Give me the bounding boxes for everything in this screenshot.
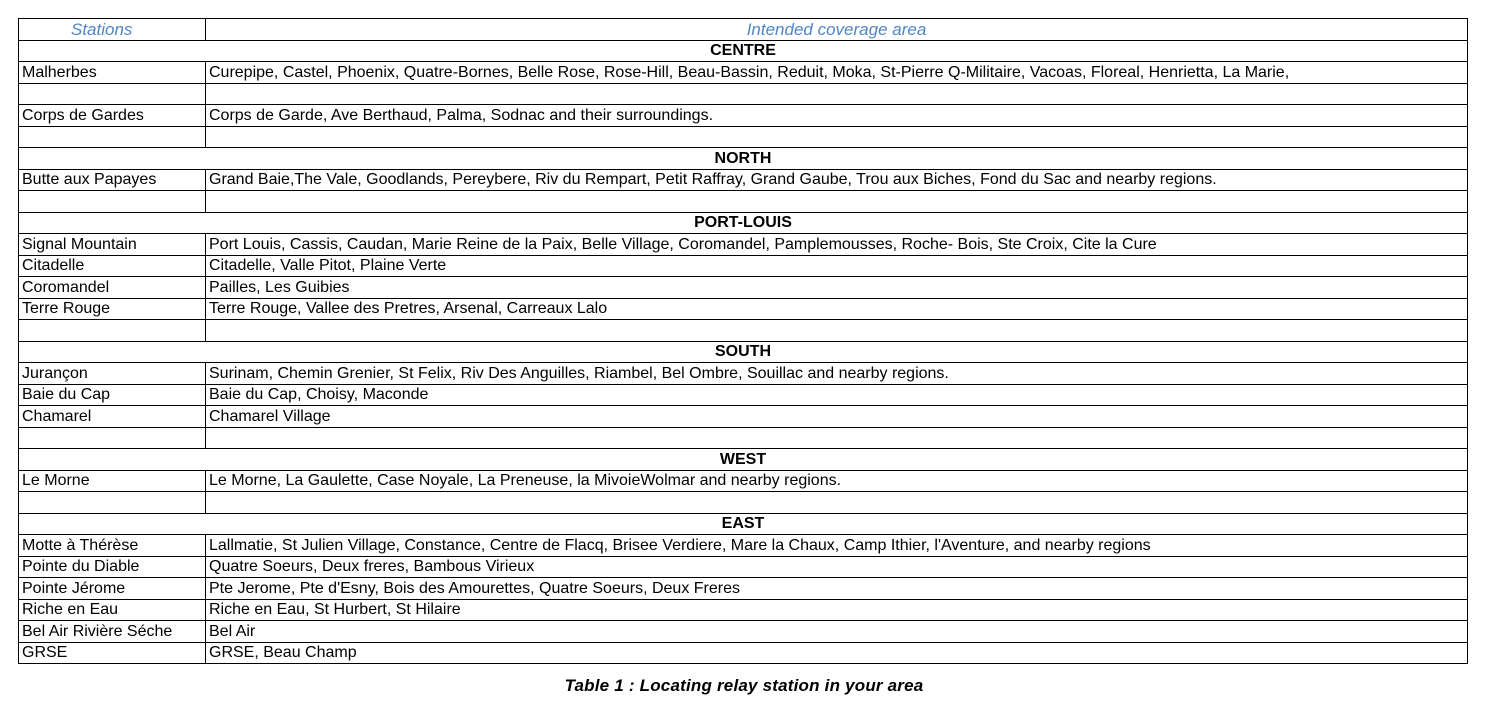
station-cell: Coromandel bbox=[19, 277, 206, 299]
header-stations: Stations bbox=[19, 19, 206, 41]
region-north: NORTH bbox=[19, 148, 1468, 170]
table-row bbox=[19, 363, 1468, 385]
coverage-cell: Pailles, Les Guibies bbox=[206, 277, 1468, 299]
region-south: SOUTH bbox=[19, 341, 1468, 363]
table-row bbox=[19, 277, 1468, 299]
blank-row bbox=[19, 126, 1468, 148]
blank-row bbox=[19, 320, 1468, 342]
blank-cell bbox=[19, 492, 206, 514]
table-row bbox=[19, 535, 1468, 557]
coverage-cell: Grand Baie,The Vale, Goodlands, Pereybere, Riv du Rempart, Petit Raffray, Grand Gaube, Trou aux Biches, Fond du Sac and nearby regions. bbox=[206, 169, 1468, 191]
region-row-portlouis bbox=[19, 212, 1468, 234]
blank-row bbox=[19, 427, 1468, 449]
blank-cell bbox=[206, 427, 1468, 449]
coverage-cell: Chamarel Village bbox=[206, 406, 1468, 428]
blank-cell bbox=[19, 320, 206, 342]
region-west: WEST bbox=[19, 449, 1468, 471]
table-header-row bbox=[19, 19, 1468, 41]
station-cell: Signal Mountain bbox=[19, 234, 206, 256]
relay-station-table bbox=[18, 18, 1468, 664]
table-row bbox=[19, 105, 1468, 127]
table-row bbox=[19, 298, 1468, 320]
station-cell: Corps de Gardes bbox=[19, 105, 206, 127]
blank-row bbox=[19, 191, 1468, 213]
coverage-cell: Corps de Garde, Ave Berthaud, Palma, Sodnac and their surroundings. bbox=[206, 105, 1468, 127]
coverage-cell: Riche en Eau, St Hurbert, St Hilaire bbox=[206, 599, 1468, 621]
table-row bbox=[19, 470, 1468, 492]
blank-row bbox=[19, 83, 1468, 105]
station-cell: Motte à Thérèse bbox=[19, 535, 206, 557]
coverage-cell: Terre Rouge, Vallee des Pretres, Arsenal, Carreaux Lalo bbox=[206, 298, 1468, 320]
coverage-cell: Le Morne, La Gaulette, Case Noyale, La Preneuse, la MivoieWolmar and nearby regions. bbox=[206, 470, 1468, 492]
station-cell: Terre Rouge bbox=[19, 298, 206, 320]
station-cell: Citadelle bbox=[19, 255, 206, 277]
blank-cell bbox=[19, 83, 206, 105]
station-cell: Le Morne bbox=[19, 470, 206, 492]
table-row bbox=[19, 62, 1468, 84]
region-centre: CENTRE bbox=[19, 40, 1468, 62]
region-portlouis: PORT-LOUIS bbox=[19, 212, 1468, 234]
table-row bbox=[19, 384, 1468, 406]
header-coverage: Intended coverage area bbox=[206, 19, 1468, 41]
table-row bbox=[19, 255, 1468, 277]
table-row bbox=[19, 406, 1468, 428]
blank-cell bbox=[206, 191, 1468, 213]
station-cell: Butte aux Papayes bbox=[19, 169, 206, 191]
blank-cell bbox=[206, 320, 1468, 342]
table-row bbox=[19, 169, 1468, 191]
coverage-cell: Curepipe, Castel, Phoenix, Quatre-Bornes, Belle Rose, Rose-Hill, Beau-Bassin, Reduit, Moka, St-Pierre Q-Militaire, Vacoas, Floreal, Henrietta, La Marie, bbox=[206, 62, 1468, 84]
region-row-west bbox=[19, 449, 1468, 471]
table-row bbox=[19, 599, 1468, 621]
blank-cell bbox=[19, 126, 206, 148]
coverage-cell: Bel Air bbox=[206, 621, 1468, 643]
station-cell: Jurançon bbox=[19, 363, 206, 385]
coverage-cell: Quatre Soeurs, Deux freres, Bambous Virieux bbox=[206, 556, 1468, 578]
region-row-east bbox=[19, 513, 1468, 535]
station-cell: Pointe Jérome bbox=[19, 578, 206, 600]
station-cell: Baie du Cap bbox=[19, 384, 206, 406]
region-east: EAST bbox=[19, 513, 1468, 535]
coverage-cell: Baie du Cap, Choisy, Maconde bbox=[206, 384, 1468, 406]
blank-cell bbox=[206, 492, 1468, 514]
blank-cell bbox=[206, 126, 1468, 148]
table-row bbox=[19, 642, 1468, 664]
table-row bbox=[19, 621, 1468, 643]
table-caption: Table 1 : Locating relay station in your area bbox=[564, 676, 924, 695]
blank-row bbox=[19, 492, 1468, 514]
region-row-north bbox=[19, 148, 1468, 170]
blank-cell bbox=[19, 191, 206, 213]
coverage-cell: Port Louis, Cassis, Caudan, Marie Reine de la Paix, Belle Village, Coromandel, Pamplemousses, Roche- Bois, Ste Croix, Cite la Cure bbox=[206, 234, 1468, 256]
coverage-cell: Pte Jerome, Pte d'Esny, Bois des Amourettes, Quatre Soeurs, Deux Freres bbox=[206, 578, 1468, 600]
coverage-cell: Lallmatie, St Julien Village, Constance, Centre de Flacq, Brisee Verdiere, Mare la Chaux, Camp Ithier, l'Aventure, and nearby regions bbox=[206, 535, 1468, 557]
table-row bbox=[19, 556, 1468, 578]
region-row-south bbox=[19, 341, 1468, 363]
station-cell: Malherbes bbox=[19, 62, 206, 84]
table-row bbox=[19, 234, 1468, 256]
relay-station-table-wrap bbox=[18, 18, 1467, 664]
table-row bbox=[19, 578, 1468, 600]
station-cell: Pointe du Diable bbox=[19, 556, 206, 578]
station-cell: Bel Air Rivière Séche bbox=[19, 621, 206, 643]
coverage-cell: Citadelle, Valle Pitot, Plaine Verte bbox=[206, 255, 1468, 277]
region-row-centre bbox=[19, 40, 1468, 62]
blank-cell bbox=[19, 427, 206, 449]
station-cell: GRSE bbox=[19, 642, 206, 664]
station-cell: Chamarel bbox=[19, 406, 206, 428]
blank-cell bbox=[206, 83, 1468, 105]
coverage-cell: GRSE, Beau Champ bbox=[206, 642, 1468, 664]
coverage-cell: Surinam, Chemin Grenier, St Felix, Riv Des Anguilles, Riambel, Bel Ombre, Souillac and nearby regions. bbox=[206, 363, 1468, 385]
station-cell: Riche en Eau bbox=[19, 599, 206, 621]
